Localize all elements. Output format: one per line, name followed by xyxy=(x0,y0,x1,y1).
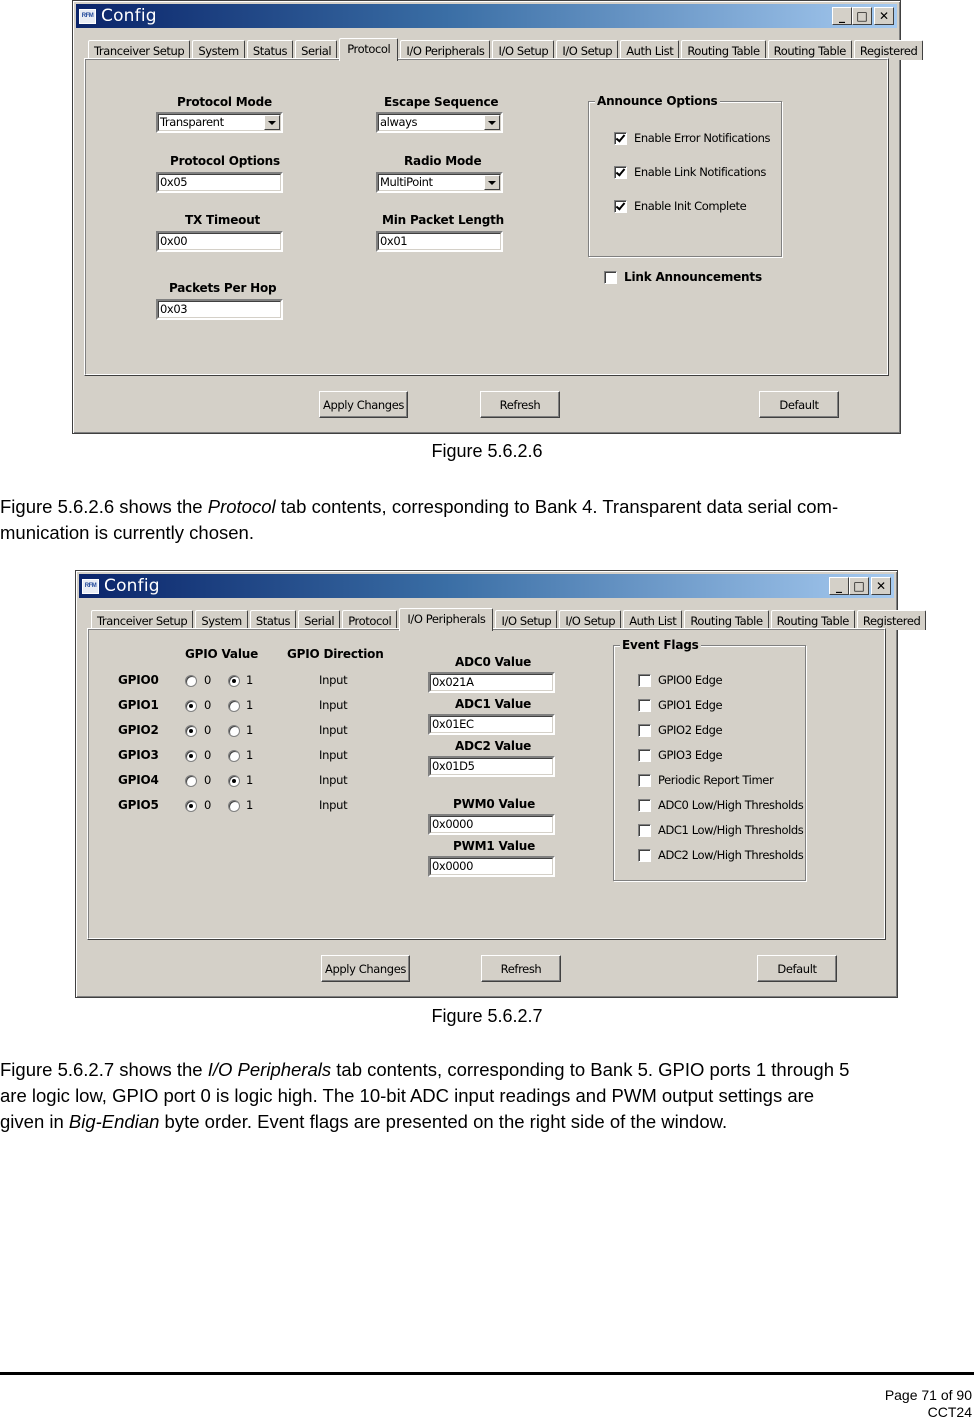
chevron-down-icon[interactable] xyxy=(484,115,500,130)
gpio-direction-header: GPIO Direction xyxy=(287,647,384,661)
gpio4-radio-1[interactable] xyxy=(228,775,240,787)
tab-routing-table-2[interactable]: Routing Table xyxy=(771,610,855,630)
tab-io-peripherals[interactable]: I/O Peripherals xyxy=(399,608,493,631)
gpio4-direction: Input xyxy=(319,773,348,787)
gpio3-radio-1-label: 1 xyxy=(246,748,254,762)
checkbox-icon[interactable] xyxy=(638,674,651,687)
maximize-icon[interactable]: □ xyxy=(852,7,872,25)
gpio3-radio-0-label: 0 xyxy=(204,748,212,762)
para1-pre: Figure 5.6.2.6 shows the xyxy=(0,496,208,517)
tab-serial[interactable]: Serial xyxy=(298,610,340,630)
checkbox-icon[interactable] xyxy=(614,166,627,179)
gpio3-direction: Input xyxy=(319,748,348,762)
app-icon: RFM xyxy=(79,9,96,24)
checkbox-label: Enable Init Complete xyxy=(634,199,747,213)
title-bar[interactable] xyxy=(76,4,897,28)
adc1-field[interactable]: 0x01EC xyxy=(428,714,555,735)
gpio-value-header: GPIO Value xyxy=(185,647,259,661)
para1-em: Protocol xyxy=(207,496,276,517)
link-announcements-checkbox[interactable] xyxy=(604,270,762,284)
gpio2-direction: Input xyxy=(319,723,348,737)
config-window-protocol xyxy=(72,0,918,434)
gpio0-direction: Input xyxy=(319,673,348,687)
figure-caption-2: Figure 5.6.2.7 xyxy=(431,1006,543,1026)
checkbox-label: GPIO3 Edge xyxy=(658,748,723,762)
para2-l3-pre: given in xyxy=(0,1111,69,1132)
adc2-field[interactable]: 0x01D5 xyxy=(428,756,555,777)
gpio5-radio-0[interactable] xyxy=(185,800,197,812)
checkbox-icon[interactable] xyxy=(638,724,651,737)
checkbox-icon[interactable] xyxy=(614,200,627,213)
gpio5-label: GPIO5 xyxy=(118,798,159,812)
footer-doc-id: CCT24 xyxy=(927,1404,972,1420)
tab-auth-list[interactable]: Auth List xyxy=(620,40,679,60)
tab-system[interactable]: System xyxy=(195,610,247,630)
protocol-options-label: Protocol Options xyxy=(170,154,280,168)
adc2-label: ADC2 Value xyxy=(455,739,532,753)
checkbox-icon[interactable] xyxy=(638,799,651,812)
gpio5-direction: Input xyxy=(319,798,348,812)
pwm1-label: PWM1 Value xyxy=(453,839,536,853)
tab-tranceiver-setup[interactable]: Tranceiver Setup xyxy=(91,610,193,630)
event-flag-checkbox[interactable] xyxy=(638,773,773,787)
gpio2-radio-0[interactable] xyxy=(185,725,197,737)
tab-tranceiver-setup[interactable]: Tranceiver Setup xyxy=(88,40,190,60)
checkbox-icon[interactable] xyxy=(638,849,651,862)
window-title: Config xyxy=(104,576,160,596)
tab-strip xyxy=(88,37,925,60)
gpio4-radio-0[interactable] xyxy=(185,775,197,787)
adc0-field[interactable]: 0x021A xyxy=(428,672,555,693)
checkbox-label: GPIO1 Edge xyxy=(658,698,723,712)
event-flags-title: Event Flags xyxy=(622,638,699,652)
close-icon[interactable]: ✕ xyxy=(874,7,894,25)
checkbox-icon[interactable] xyxy=(638,824,651,837)
gpio3-radio-0[interactable] xyxy=(185,750,197,762)
tx-timeout-label: TX Timeout xyxy=(185,213,261,227)
footer-rule xyxy=(0,1372,974,1375)
para1-line2: munication is currently chosen. xyxy=(0,522,254,543)
gpio5-radio-1[interactable] xyxy=(228,800,240,812)
refresh-button[interactable]: Refresh xyxy=(480,391,560,418)
gpio0-label: GPIO0 xyxy=(118,673,159,687)
event-flag-checkbox[interactable] xyxy=(638,673,722,687)
enable-error-notifications-checkbox[interactable] xyxy=(614,131,770,145)
tab-routing-table[interactable]: Routing Table xyxy=(684,610,768,630)
checkbox-label: Enable Link Notifications xyxy=(634,165,767,179)
checkbox-icon[interactable] xyxy=(638,699,651,712)
tab-auth-list[interactable]: Auth List xyxy=(623,610,682,630)
default-button[interactable]: Default xyxy=(759,391,839,418)
gpio2-radio-1-label: 1 xyxy=(246,723,254,737)
maximize-icon[interactable]: □ xyxy=(849,577,869,595)
checkbox-label: ADC1 Low/High Thresholds xyxy=(658,823,804,837)
minimize-icon[interactable]: _ xyxy=(832,7,852,25)
checkbox-label: Periodic Report Timer xyxy=(658,773,774,787)
paragraph-1 xyxy=(0,494,974,546)
gpio4-radio-0-label: 0 xyxy=(204,773,212,787)
tab-io-peripherals[interactable]: I/O Peripherals xyxy=(400,40,490,60)
chevron-down-icon[interactable] xyxy=(264,115,280,130)
checkbox-icon[interactable] xyxy=(638,774,651,787)
protocol-mode-select[interactable] xyxy=(156,112,283,133)
default-button[interactable]: Default xyxy=(757,955,837,982)
pwm0-label: PWM0 Value xyxy=(453,797,536,811)
tab-registered[interactable]: Registered xyxy=(857,610,926,630)
checkbox-label: Enable Error Notifications xyxy=(634,131,771,145)
tab-status[interactable]: Status xyxy=(247,40,293,60)
checkbox-label: GPIO2 Edge xyxy=(658,723,723,737)
para2-l1-em: I/O Peripherals xyxy=(207,1059,332,1080)
gpio4-radio-1-label: 1 xyxy=(246,773,254,787)
gpio4-label: GPIO4 xyxy=(118,773,159,787)
para2-l3-post: byte order. Event flags are presented on the right side of the window. xyxy=(159,1111,728,1132)
event-flag-checkbox[interactable] xyxy=(638,798,803,812)
tab-io-setup-2[interactable]: I/O Setup xyxy=(556,40,618,60)
window-title: Config xyxy=(101,6,157,26)
radio-mode-label: Radio Mode xyxy=(404,154,482,168)
gpio1-radio-0[interactable] xyxy=(185,700,197,712)
gpio0-radio-1[interactable] xyxy=(228,675,240,687)
gpio1-direction: Input xyxy=(319,698,348,712)
enable-link-notifications-checkbox[interactable] xyxy=(614,165,766,179)
tab-protocol[interactable]: Protocol xyxy=(339,38,398,61)
tab-routing-table[interactable]: Routing Table xyxy=(681,40,765,60)
gpio2-radio-1[interactable] xyxy=(228,725,240,737)
adc0-label: ADC0 Value xyxy=(455,655,532,669)
tab-status[interactable]: Status xyxy=(250,610,296,630)
event-flag-checkbox[interactable] xyxy=(638,823,803,837)
gpio2-radio-0-label: 0 xyxy=(204,723,212,737)
para2-l1-post: tab contents, corresponding to Bank 5. GPIO ports 1 through 5 xyxy=(331,1059,850,1080)
escape-sequence-select[interactable] xyxy=(376,112,503,133)
para2-line2: are logic low, GPIO port 0 is logic high. The 10-bit ADC input readings and PWM output settings are xyxy=(0,1085,815,1106)
gpio5-radio-1-label: 1 xyxy=(246,798,254,812)
checkbox-label: ADC0 Low/High Thresholds xyxy=(658,798,804,812)
apply-changes-button[interactable]: Apply Changes xyxy=(319,391,408,418)
checkbox-icon[interactable] xyxy=(604,271,617,284)
event-flag-checkbox[interactable] xyxy=(638,698,722,712)
chevron-down-icon[interactable] xyxy=(484,175,500,190)
tab-io-setup-2[interactable]: I/O Setup xyxy=(559,610,621,630)
tx-timeout-field[interactable]: 0x00 xyxy=(156,231,283,252)
tab-system[interactable]: System xyxy=(192,40,244,60)
gpio2-label: GPIO2 xyxy=(118,723,159,737)
packets-per-hop-field[interactable]: 0x03 xyxy=(156,299,283,320)
checkbox-icon[interactable] xyxy=(614,132,627,145)
announce-options-title: Announce Options xyxy=(597,94,718,108)
pwm0-field[interactable]: 0x0000 xyxy=(428,814,555,835)
gpio3-radio-1[interactable] xyxy=(228,750,240,762)
apply-changes-button[interactable]: Apply Changes xyxy=(321,955,410,982)
checkbox-icon[interactable] xyxy=(638,749,651,762)
tab-io-setup[interactable]: I/O Setup xyxy=(492,40,554,60)
event-flag-checkbox[interactable] xyxy=(638,848,803,862)
radio-mode-select[interactable] xyxy=(376,172,503,193)
checkbox-label: GPIO0 Edge xyxy=(658,673,723,687)
minimize-icon[interactable]: _ xyxy=(829,577,849,595)
close-icon[interactable]: ✕ xyxy=(871,577,891,595)
min-packet-length-label: Min Packet Length xyxy=(382,213,504,227)
escape-sequence-value: always xyxy=(380,115,418,129)
protocol-options-field[interactable]: 0x05 xyxy=(156,172,283,193)
gpio0-radio-0-label: 0 xyxy=(204,673,212,687)
para2-l3-em: Big-Endian xyxy=(68,1111,160,1132)
figure-caption-1: Figure 5.6.2.6 xyxy=(431,441,543,461)
tab-io-setup[interactable]: I/O Setup xyxy=(495,610,557,630)
gpio1-label: GPIO1 xyxy=(118,698,159,712)
gpio1-radio-1[interactable] xyxy=(228,700,240,712)
pwm1-field[interactable]: 0x0000 xyxy=(428,856,555,877)
gpio0-radio-1-label: 1 xyxy=(246,673,254,687)
gpio5-radio-0-label: 0 xyxy=(204,798,212,812)
protocol-mode-label: Protocol Mode xyxy=(177,95,272,109)
packets-per-hop-label: Packets Per Hop xyxy=(169,281,277,295)
tab-routing-table-2[interactable]: Routing Table xyxy=(768,40,852,60)
tab-strip xyxy=(91,607,928,630)
app-icon: RFM xyxy=(82,579,99,594)
min-packet-length-field[interactable]: 0x01 xyxy=(376,231,503,252)
radio-mode-value: MultiPoint xyxy=(380,175,433,189)
enable-init-complete-checkbox[interactable] xyxy=(614,199,746,213)
gpio1-radio-0-label: 0 xyxy=(204,698,212,712)
tab-registered[interactable]: Registered xyxy=(854,40,923,60)
event-flags-group xyxy=(613,638,806,881)
checkbox-label: Link Announcements xyxy=(624,270,762,284)
tab-serial[interactable]: Serial xyxy=(295,40,337,60)
paragraph-2 xyxy=(0,1057,974,1135)
para1-post: tab contents, corresponding to Bank 4. Transparent data serial com- xyxy=(275,496,839,517)
event-flag-checkbox[interactable] xyxy=(638,748,722,762)
tab-protocol[interactable]: Protocol xyxy=(342,610,397,630)
adc1-label: ADC1 Value xyxy=(455,697,532,711)
checkbox-label: ADC2 Low/High Thresholds xyxy=(658,848,804,862)
para2-l1-pre: Figure 5.6.2.7 shows the xyxy=(0,1059,208,1080)
config-window-io-peripherals xyxy=(75,570,921,998)
gpio1-radio-1-label: 1 xyxy=(246,698,254,712)
gpio3-label: GPIO3 xyxy=(118,748,159,762)
refresh-button[interactable]: Refresh xyxy=(481,955,561,982)
event-flag-checkbox[interactable] xyxy=(638,723,722,737)
footer-page-number: Page 71 of 90 xyxy=(884,1387,972,1403)
gpio0-radio-0[interactable] xyxy=(185,675,197,687)
escape-sequence-label: Escape Sequence xyxy=(384,95,499,109)
title-bar[interactable] xyxy=(79,574,894,598)
protocol-mode-value: Transparent xyxy=(160,115,224,129)
announce-options-group xyxy=(588,94,782,257)
